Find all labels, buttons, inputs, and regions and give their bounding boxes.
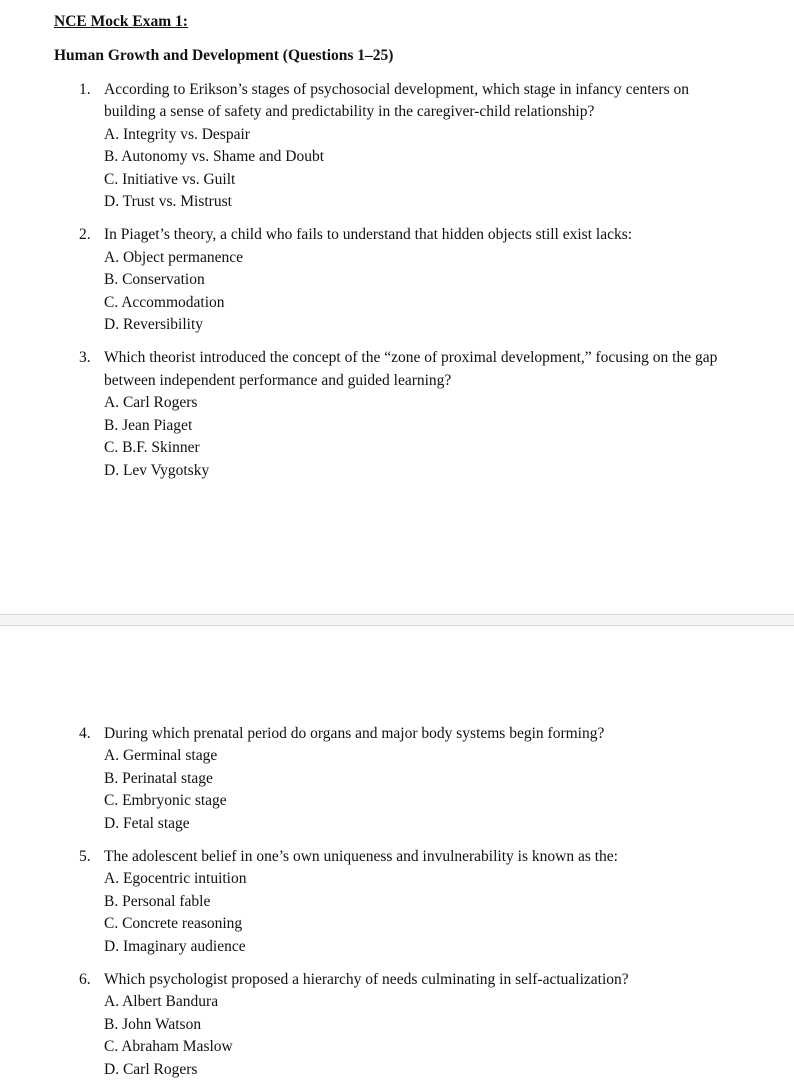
answer-option: D. Imaginary audience <box>104 937 246 955</box>
answer-option: A. Integrity vs. Despair <box>104 125 250 143</box>
page-break <box>0 614 794 626</box>
answer-option: B. Autonomy vs. Shame and Doubt <box>104 148 325 166</box>
answer-option: C. Initiative vs. Guilt <box>104 170 236 188</box>
question-text: During which prenatal period do organs and major body systems begin forming? <box>104 725 605 742</box>
answer-option: D. Reversibility <box>104 316 204 334</box>
answer-option: A. Egocentric intuition <box>104 870 247 888</box>
question-text: Which psychologist proposed a hierarchy of needs culminating in self-actualization? <box>104 971 629 989</box>
answer-option: B. John Watson <box>104 1015 202 1033</box>
question-number: 3. <box>79 349 91 367</box>
question-4 <box>0 723 794 835</box>
answer-option: C. B.F. Skinner <box>104 439 200 457</box>
question-list-page-2 <box>0 723 794 1092</box>
answer-option: B. Personal fable <box>104 892 211 910</box>
answer-option: D. Fetal stage <box>104 814 190 832</box>
answer-option: C. Embryonic stage <box>104 792 227 810</box>
question-list-page-1 <box>0 79 794 493</box>
document-page-2 <box>0 626 794 1081</box>
question-number: 2. <box>79 226 91 244</box>
question-number: 4. <box>79 725 91 742</box>
question-1 <box>0 79 794 213</box>
question-6 <box>0 969 794 1081</box>
section-title: Human Growth and Development (Questions 1–25) <box>54 47 394 64</box>
question-number: 1. <box>79 81 91 98</box>
question-5 <box>0 846 794 958</box>
answer-options <box>104 745 734 835</box>
answer-option: B. Conservation <box>104 271 205 289</box>
answer-option: B. Jean Piaget <box>104 416 193 434</box>
question-number: 6. <box>79 971 91 989</box>
answer-option: C. Concrete reasoning <box>104 915 243 933</box>
answer-option: A. Object permanence <box>104 248 244 266</box>
answer-option: D. Lev Vygotsky <box>104 461 210 479</box>
answer-option: C. Accommodation <box>104 293 225 311</box>
answer-option: C. Abraham Maslow <box>104 1038 233 1056</box>
answer-option: A. Germinal stage <box>104 747 218 765</box>
question-3 <box>0 347 794 481</box>
question-text: According to Erikson’s stages of psychosocial development, which stage in infancy centers on building a sense of safety and predictability in the caregiver-child relationship? <box>104 81 689 121</box>
answer-options <box>104 392 734 482</box>
answer-options <box>104 247 734 337</box>
answer-option: D. Trust vs. Mistrust <box>104 193 232 211</box>
question-number: 5. <box>79 848 91 866</box>
question-2 <box>0 224 794 336</box>
answer-option: B. Perinatal stage <box>104 769 213 787</box>
answer-option: A. Albert Bandura <box>104 993 219 1011</box>
exam-title: NCE Mock Exam 1: <box>54 13 188 30</box>
question-text: The adolescent belief in one’s own uniqueness and invulnerability is known as the: <box>104 848 618 866</box>
answer-options <box>104 991 734 1081</box>
answer-option: A. Carl Rogers <box>104 394 198 412</box>
answer-option: D. Carl Rogers <box>104 1060 198 1078</box>
question-text: Which theorist introduced the concept of the “zone of proximal development,” focusing on the gap between independent performance and guided learning? <box>104 349 718 389</box>
answer-options <box>104 124 734 214</box>
question-text: In Piaget’s theory, a child who fails to understand that hidden objects still exist lacks: <box>104 226 633 244</box>
answer-options <box>104 868 734 958</box>
